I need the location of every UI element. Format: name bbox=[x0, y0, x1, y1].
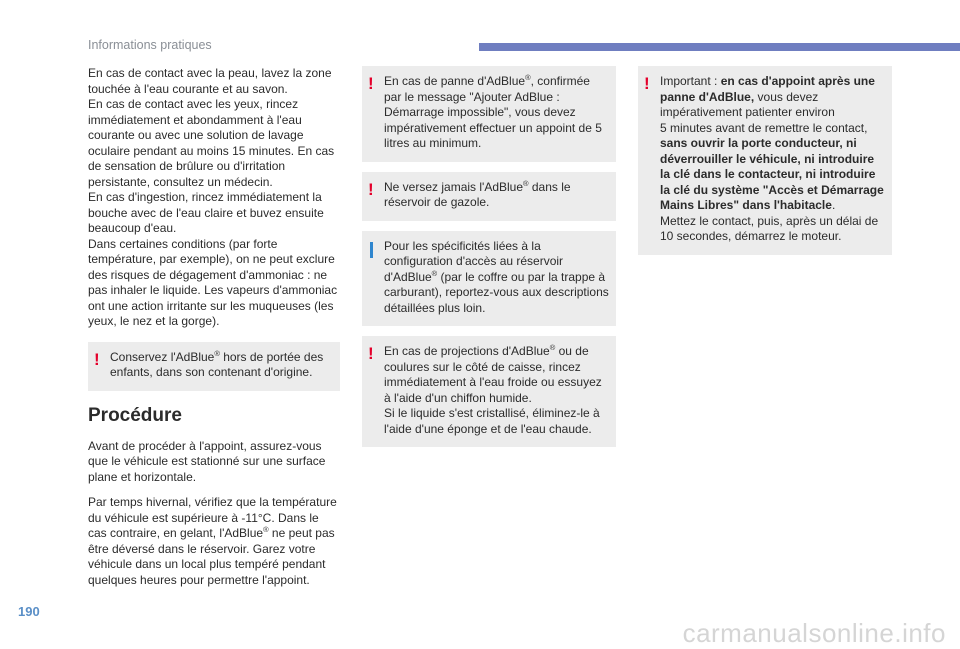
text-bold: sans ouvrir la porte conducteur, ni déverrouiller le véhicule, ni introduire la clé dans le contacteur, ni introduire la clé du système "Accès et Démarrage Mains Libres" dans l'habitacle bbox=[660, 136, 884, 212]
text-fragment: ou de coulures sur le côté de caisse, rincez immédiatement à l'eau froide ou essuyez à l'aide d'un chiffon humide. bbox=[384, 344, 602, 405]
text-fragment: En cas de projections d'AdBlue bbox=[384, 344, 550, 358]
paragraph-skin-contact: En cas de contact avec la peau, lavez la zone touchée à l'eau courante et au savon. bbox=[88, 66, 332, 96]
section-heading: Procédure bbox=[88, 404, 182, 426]
registered-mark: ® bbox=[525, 73, 531, 82]
paragraph-procedure-1: Avant de procéder à l'appoint, assurez-vous que le véhicule est stationné sur une surface plane et horizontale. bbox=[88, 438, 326, 484]
text-fragment: Pour les spécificités liées à la configuration d'accès au réservoir d'AdBlue bbox=[384, 238, 564, 284]
text-fragment: (par le coffre ou par la trappe à carburant), reportez-vous aux descriptions détaillées plus loin. bbox=[384, 269, 609, 315]
text-fragment: Conservez l'AdBlue bbox=[110, 349, 215, 364]
warning-text bbox=[660, 74, 886, 121]
header-accent-bar bbox=[479, 43, 960, 51]
info-icon bbox=[370, 242, 373, 258]
warning-box-breakdown bbox=[362, 66, 616, 162]
registered-mark: ® bbox=[214, 348, 220, 358]
warning-box-important bbox=[638, 66, 892, 255]
registered-mark: ® bbox=[549, 343, 556, 352]
text-fragment: , confirmée par le message "Ajouter AdBlue : Démarrage impossible", vous devez impérativement effectuer un appoint de 5 litres au minimum. bbox=[384, 74, 602, 150]
warning-text bbox=[384, 344, 610, 406]
registered-mark: ® bbox=[523, 178, 529, 188]
paragraph-ammonia: Dans certaines conditions (par forte température, par exemple), on ne peut exclure des risques de dégagement d'ammoniac : ne pas inhaler le liquide. Les vapeurs d'ammoniac ont une action irritante sur les muqueuses (les yeux, le nez et la gorge). bbox=[88, 236, 338, 328]
text-fragment: vous devez impérativement patienter environ bbox=[660, 89, 835, 119]
text-fragment: 5 minutes avant de remettre le contact, bbox=[660, 120, 868, 135]
column-right bbox=[638, 66, 892, 265]
warning-text-start: Mettez le contact, puis, après un délai de 10 secondes, démarrez le moteur. bbox=[660, 213, 879, 243]
registered-mark: ® bbox=[431, 268, 438, 278]
text-fragment: Important : bbox=[660, 74, 721, 88]
text-fragment: Par temps hivernal, vérifiez que la température du véhicule est supérieure à -11°C. Dans le cas contraire, en gelant, l'AdBlue bbox=[88, 495, 337, 540]
info-text bbox=[384, 239, 610, 317]
paragraph-eye-contact: En cas de contact avec les yeux, rincez immédiatement et abondamment à l'eau courante ou avec une solution de lavage oculaire pendant au moins 15 minutes. En cas de sensation de brûlure ou d'irritation persistante, consultez un médecin. bbox=[88, 97, 335, 189]
warning-box-splashes bbox=[362, 336, 616, 447]
paragraph-procedure-2 bbox=[88, 495, 340, 588]
warning-icon: ! bbox=[94, 349, 100, 369]
warning-text bbox=[384, 180, 610, 211]
warning-icon: ! bbox=[368, 74, 374, 93]
text-bold: en cas d'appoint après une panne d'AdBlue, bbox=[660, 74, 875, 104]
registered-mark: ® bbox=[263, 525, 269, 534]
page-number: 190 bbox=[18, 604, 40, 619]
warning-box-diesel-tank bbox=[362, 172, 616, 221]
text-fragment: ne peut pas être déversé dans le réservoir. Garez votre véhicule dans un local plus tempéré pendant quelques heures pour permettre l'appoint. bbox=[88, 526, 335, 587]
warning-icon: ! bbox=[644, 74, 650, 93]
text-fragment: dans le réservoir de gazole. bbox=[384, 179, 571, 209]
column-middle bbox=[362, 66, 616, 457]
warning-text bbox=[110, 350, 334, 381]
warning-text bbox=[384, 74, 610, 152]
text-fragment: hors de portée des enfants, dans son contenant d'origine. bbox=[110, 349, 324, 379]
paragraph-ingestion: En cas d'ingestion, rincez immédiatement la bouche avec de l'eau claire et buvez ensuite beaucoup d'eau. bbox=[88, 190, 324, 235]
warning-box-children bbox=[88, 342, 340, 391]
text-fragment: Ne versez jamais l'AdBlue bbox=[384, 179, 524, 194]
info-box-tank-access bbox=[362, 231, 616, 327]
warning-icon: ! bbox=[368, 179, 374, 199]
warning-text-crystallized: Si le liquide s'est cristallisé, éliminez-le à l'aide d'une éponge et de l'eau chaude. bbox=[384, 406, 600, 436]
watermark: carmanualsonline.info bbox=[682, 618, 946, 648]
warning-icon: ! bbox=[368, 344, 374, 363]
section-title: Informations pratiques bbox=[88, 38, 212, 52]
text-fragment: . bbox=[831, 198, 836, 212]
text-fragment: En cas de panne d'AdBlue bbox=[384, 74, 526, 88]
warning-text-wait bbox=[660, 121, 886, 214]
column-left bbox=[88, 66, 340, 598]
